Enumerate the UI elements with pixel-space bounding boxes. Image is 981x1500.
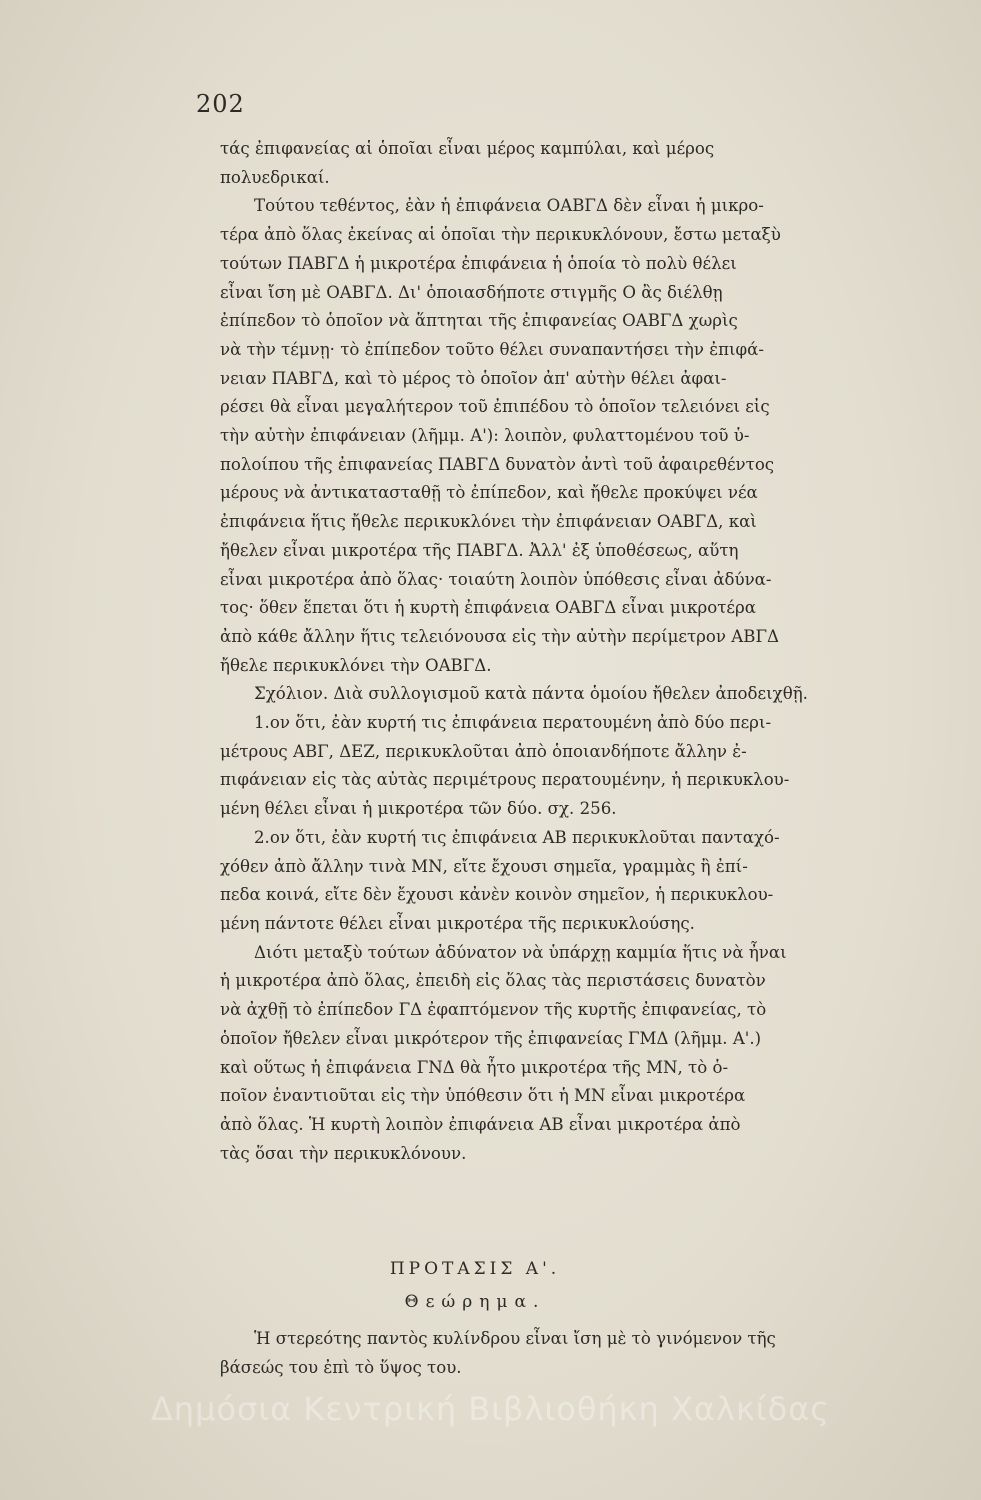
library-watermark: Δημόσια Κεντρική Βιβλιοθήκη Χαλκίδας [150, 1390, 831, 1428]
text-line: πολοίπου τῆς ἐπιφανείας ΠΑΒΓΔ δυνατὸν ἀντὶ τοῦ ἀφαιρεθέντος [220, 454, 775, 474]
page-number: 202 [196, 90, 245, 118]
text-line: βάσεώς του ἐπὶ τὸ ὕψος του. [220, 1357, 462, 1377]
text-line: Τούτου τεθέντος, ἐὰν ἡ ἐπιφάνεια ΟΑΒΓΔ δὲν εἶναι ἡ μικρο- [254, 196, 764, 216]
text-line: τάς ἐπιφανείας αἱ ὁποῖαι εἶναι μέρος καμπύλαι, καὶ μέρος [220, 139, 715, 158]
text-line: 1.ον ὅτι, ἐὰν κυρτή τις ἐπιφάνεια περατουμένη ἀπὸ δύο περι- [254, 713, 772, 733]
theorem-subheading: Θεώρημα. [404, 1292, 546, 1312]
text-line: ἀπὸ ὅλας. Ἡ κυρτὴ λοιπὸν ἐπιφάνεια ΑΒ εἶναι μικροτέρα ἀπὸ [220, 1114, 741, 1134]
text-line: πεδα κοινά, εἴτε δὲν ἔχουσι κἀνὲν κοινὸν σημεῖον, ἡ περικυκλου- [220, 885, 774, 905]
text-line: μέτρους ΑΒΓ, ΔΕΖ, περικυκλοῦται ἀπὸ ὁποιανδήποτε ἄλλην ἐ- [220, 741, 747, 761]
text-line: ἀπὸ κάθε ἄλλην ἥτις τελειόνουσα εἰς τὴν αὐτὴν περίμετρον ΑΒΓΔ [220, 626, 779, 646]
text-line: ἡ μικροτέρα ἀπὸ ὅλας, ἐπειδὴ εἰς ὅλας τὰς περιστάσεις δυνατὸν [220, 971, 766, 991]
text-line: μένη θέλει εἶναι ἡ μικροτέρα τῶν δύο. σχ. 256. [220, 799, 617, 819]
proposition-heading: ΠΡΟΤΑΣΙΣ Α'. [389, 1259, 561, 1279]
text-line: τὴν αὐτὴν ἐπιφάνειαν (λῆμμ. Α'): λοιπὸν, φυλαττομένου τοῦ ὑ- [220, 426, 750, 446]
text-line: 2.ον ὅτι, ἐὰν κυρτή τις ἐπιφάνεια ΑΒ περικυκλοῦται πανταχό- [254, 827, 780, 847]
text-line: εἶναι ἴση μὲ ΟΑΒΓΔ. Δι' ὁποιασδήποτε στιγμῆς Ο ἂς διέλθῃ [220, 282, 723, 302]
text-line: πιφάνειαν εἰς τὰς αὐτὰς περιμέτρους περατουμένην, ἡ περικυκλου- [220, 770, 790, 790]
theorem-text [220, 1325, 776, 1382]
scholion-line: Σχόλιον. Διὰ συλλογισμοῦ κατὰ πάντα ὁμοίου ἤθελεν ἀποδειχθῇ. [254, 684, 808, 704]
text-line: ἐπιφάνεια ἥτις ἤθελε περικυκλόνει τὴν ἐπιφάνειαν ΟΑΒΓΔ, καὶ [220, 512, 757, 532]
text-line: ἤθελε περικυκλόνει τὴν ΟΑΒΓΔ. [220, 655, 492, 675]
text-line: νειαν ΠΑΒΓΔ, καὶ τὸ μέρος τὸ ὁποῖον ἀπ' αὐτὴν θέλει ἀφαι- [220, 368, 727, 388]
text-line: μένη πάντοτε θέλει εἶναι μικροτέρα τῆς περικυκλούσης. [220, 913, 695, 933]
text-line: νὰ τὴν τέμνῃ· τὸ ἐπίπεδον τοῦτο θέλει συναπαντήσει τὴν ἐπιφά- [220, 339, 764, 359]
text-line: χόθεν ἀπὸ ἄλλην τινὰ ΜΝ, εἴτε ἔχουσι σημεῖα, γραμμὰς ἢ ἐπί- [220, 856, 748, 876]
text-line: Ἡ στερεότης παντὸς κυλίνδρου εἶναι ἴση μὲ τὸ γινόμενον τῆς [254, 1329, 776, 1348]
text-line: τὰς ὅσαι τὴν περικυκλόνουν. [220, 1143, 467, 1163]
text-line: εἶναι μικροτέρα ἀπὸ ὅλας· τοιαύτη λοιπὸν ὑπόθεσις εἶναι ἀδύνα- [220, 569, 772, 589]
text-line: νὰ ἀχθῇ τὸ ἐπίπεδον ΓΔ ἐφαπτόμενον τῆς κυρτῆς ἐπιφανείας, τὸ [220, 1000, 767, 1020]
body-text [220, 135, 808, 1168]
text-line: μέρους νὰ ἀντικατασταθῇ τὸ ἐπίπεδον, καὶ ἤθελε προκύψει νέα [220, 483, 758, 503]
text-line: τέρα ἀπὸ ὅλας ἐκείνας αἱ ὁποῖαι τὴν περικυκλόνουν, ἔστω μεταξὺ [220, 225, 781, 245]
text-line: ποῖον ἐναντιοῦται εἰς τὴν ὑπόθεσιν ὅτι ἡ ΜΝ εἶναι μικροτέρα [220, 1086, 746, 1106]
text-line: ὁποῖον ἤθελεν εἶναι μικρότερον τῆς ἐπιφανείας ΓΜΔ (λῆμμ. Α'.) [220, 1028, 762, 1048]
text-line: τούτων ΠΑΒΓΔ ἡ μικροτέρα ἐπιφάνεια ἡ ὁποία τὸ πολὺ θέλει [220, 253, 737, 273]
text-line: πολυεδρικαί. [220, 167, 330, 187]
text-line: ρέσει θὰ εἶναι μεγαλήτερον τοῦ ἐπιπέδου τὸ ὁποῖον τελειόνει εἰς [220, 397, 770, 417]
text-line: Διότι μεταξὺ τούτων ἀδύνατον νὰ ὑπάρχῃ καμμία ἥτις νὰ ἦναι [254, 942, 787, 962]
text-line: ἤθελεν εἶναι μικροτέρα τῆς ΠΑΒΓΔ. Ἀλλ' ἐξ ὑποθέσεως, αὕτη [220, 540, 739, 560]
text-line: ἐπίπεδον τὸ ὁποῖον νὰ ἅπτηται τῆς ἐπιφανείας ΟΑΒΓΔ χωρὶς [220, 311, 738, 331]
text-line: τος· ὅθεν ἕπεται ὅτι ἡ κυρτὴ ἐπιφάνεια ΟΑΒΓΔ εἶναι μικροτέρα [220, 598, 756, 618]
text-line: καὶ οὕτως ἡ ἐπιφάνεια ΓΝΔ θὰ ἦτο μικροτέρα τῆς ΜΝ, τὸ ὁ- [220, 1057, 729, 1077]
